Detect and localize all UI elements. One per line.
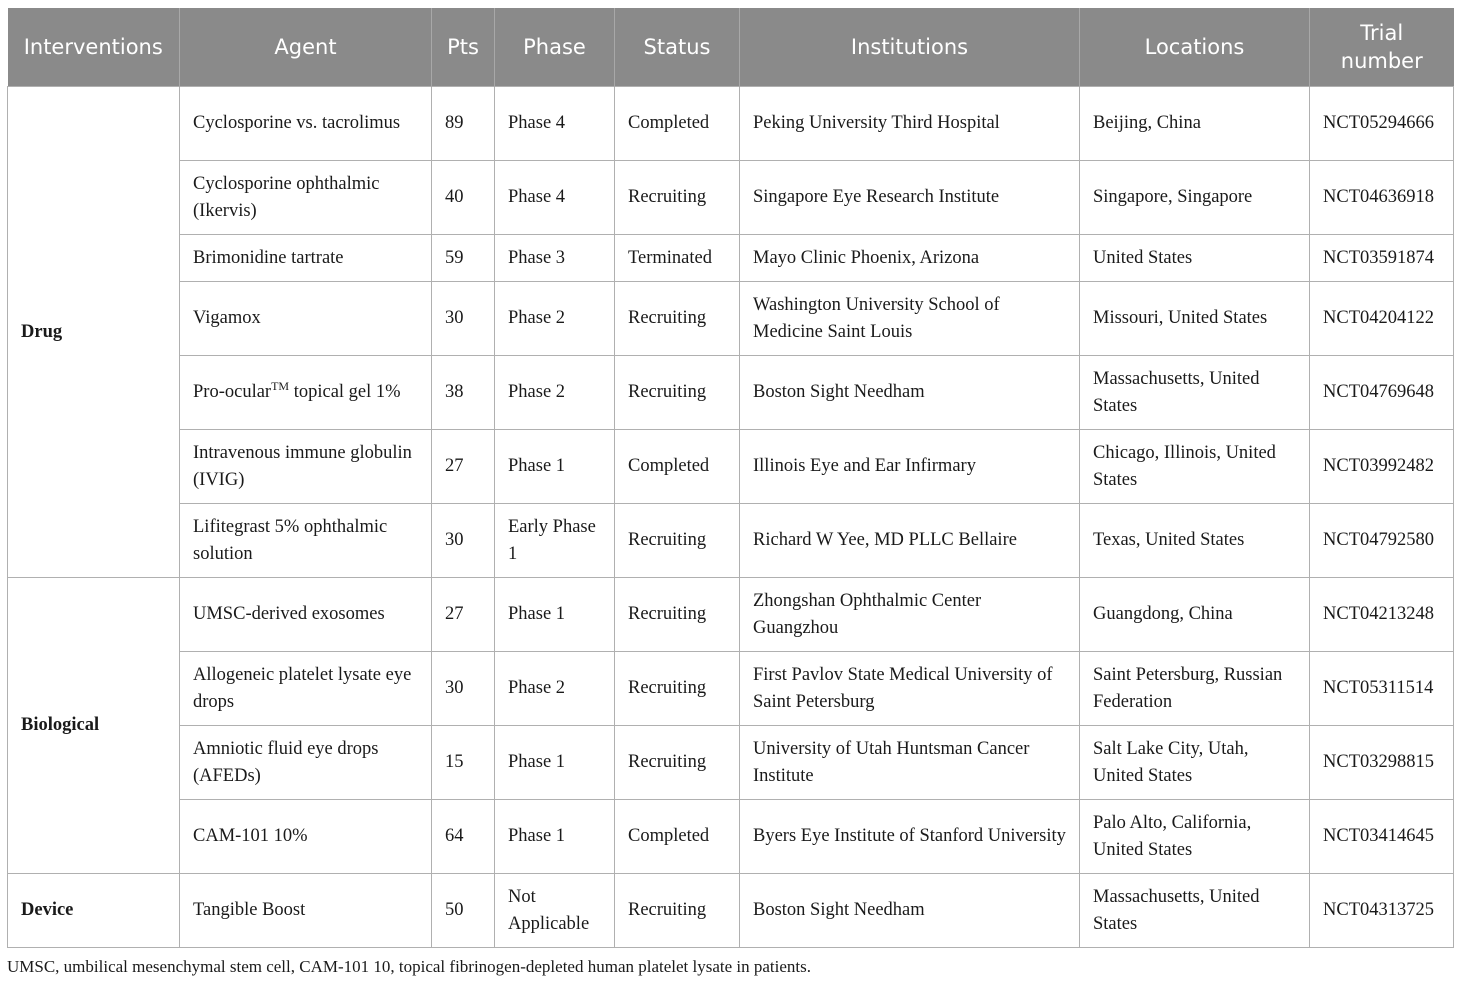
header-trial-number: Trial number [1310,8,1454,87]
institution-cell: Zhongshan Ophthalmic Center Guangzhou [740,578,1080,652]
phase-cell: Phase 3 [495,235,615,282]
header-locations: Locations [1080,8,1310,87]
status-cell: Terminated [615,235,740,282]
agent-cell: CAM-101 10% [180,800,432,874]
table-row [8,504,1454,578]
phase-cell: Not Applicable [495,874,615,948]
location-cell: Palo Alto, California, United States [1080,800,1310,874]
status-cell: Recruiting [615,504,740,578]
institution-cell: First Pavlov State Medical University of Saint Petersburg [740,652,1080,726]
trial-number-cell: NCT04636918 [1310,161,1454,235]
table-row [8,874,1454,948]
pts-cell: 15 [432,726,495,800]
agent-cell: Tangible Boost [180,874,432,948]
agent-cell [180,356,432,430]
trial-number-cell: NCT04213248 [1310,578,1454,652]
agent-cell: Brimonidine tartrate [180,235,432,282]
pts-cell: 64 [432,800,495,874]
table-footnote: UMSC, umbilical mesenchymal stem cell, CAM-101 10, topical fibrinogen-depleted human platelet lysate in patients. [7,957,812,976]
trial-number-cell: NCT05311514 [1310,652,1454,726]
location-cell: United States [1080,235,1310,282]
status-cell: Completed [615,430,740,504]
phase-cell: Phase 1 [495,800,615,874]
institution-cell: Mayo Clinic Phoenix, Arizona [740,235,1080,282]
agent-cell: Cyclosporine ophthalmic (Ikervis) [180,161,432,235]
trial-number-cell: NCT03298815 [1310,726,1454,800]
agent-cell: Vigamox [180,282,432,356]
table-row [8,800,1454,874]
status-cell: Recruiting [615,578,740,652]
trial-number-cell: NCT05294666 [1310,87,1454,161]
table-row [8,87,1454,161]
institution-cell: Illinois Eye and Ear Infirmary [740,430,1080,504]
institution-cell: Boston Sight Needham [740,874,1080,948]
status-cell: Recruiting [615,874,740,948]
clinical-trials-table [7,8,1454,948]
header-institutions: Institutions [740,8,1080,87]
pts-cell: 59 [432,235,495,282]
pts-cell: 27 [432,578,495,652]
phase-cell: Phase 1 [495,430,615,504]
trial-number-cell: NCT04204122 [1310,282,1454,356]
agent-cell: Lifitegrast 5% ophthalmic solution [180,504,432,578]
institution-cell: Washington University School of Medicine Saint Louis [740,282,1080,356]
trial-number-cell: NCT03591874 [1310,235,1454,282]
institution-cell: Singapore Eye Research Institute [740,161,1080,235]
location-cell: Guangdong, China [1080,578,1310,652]
trademark-mark: TM [271,378,290,393]
trial-number-cell: NCT04769648 [1310,356,1454,430]
header-phase: Phase [495,8,615,87]
pts-cell: 38 [432,356,495,430]
status-cell: Recruiting [615,161,740,235]
group-label-biological: Biological [8,578,180,874]
status-cell: Recruiting [615,356,740,430]
institution-cell: Peking University Third Hospital [740,87,1080,161]
header-interventions: Interventions [8,8,180,87]
table-row [8,282,1454,356]
table-row [8,726,1454,800]
header-row [8,8,1454,87]
location-cell: Saint Petersburg, Russian Federation [1080,652,1310,726]
pts-cell: 30 [432,504,495,578]
header-status: Status [615,8,740,87]
table-row [8,430,1454,504]
header-pts: Pts [432,8,495,87]
trial-number-cell: NCT03414645 [1310,800,1454,874]
pts-cell: 40 [432,161,495,235]
agent-cell: Intravenous immune globulin (IVIG) [180,430,432,504]
group-label-device: Device [8,874,180,948]
phase-cell: Phase 2 [495,282,615,356]
group-label-drug: Drug [8,87,180,578]
table-row [8,161,1454,235]
status-cell: Recruiting [615,652,740,726]
trial-number-cell: NCT04792580 [1310,504,1454,578]
phase-cell: Phase 1 [495,578,615,652]
location-cell: Beijing, China [1080,87,1310,161]
agent-cell: Amniotic fluid eye drops (AFEDs) [180,726,432,800]
table-row [8,652,1454,726]
agent-cell: Cyclosporine vs. tacrolimus [180,87,432,161]
institution-cell: Boston Sight Needham [740,356,1080,430]
status-cell: Completed [615,87,740,161]
institution-cell: University of Utah Huntsman Cancer Institute [740,726,1080,800]
status-cell: Recruiting [615,282,740,356]
location-cell: Massachusetts, United States [1080,356,1310,430]
phase-cell: Phase 4 [495,87,615,161]
table-row [8,356,1454,430]
location-cell: Salt Lake City, Utah, United States [1080,726,1310,800]
agent-name-suffix: topical gel 1% [289,382,401,402]
pts-cell: 89 [432,87,495,161]
phase-cell: Phase 1 [495,726,615,800]
pts-cell: 27 [432,430,495,504]
location-cell: Texas, United States [1080,504,1310,578]
location-cell: Chicago, Illinois, United States [1080,430,1310,504]
status-cell: Completed [615,800,740,874]
agent-cell: Allogeneic platelet lysate eye drops [180,652,432,726]
pts-cell: 30 [432,652,495,726]
institution-cell: Richard W Yee, MD PLLC Bellaire [740,504,1080,578]
pts-cell: 50 [432,874,495,948]
agent-name: Pro-ocular [193,382,272,402]
table-header [8,8,1454,87]
phase-cell: Phase 2 [495,356,615,430]
table-row [8,235,1454,282]
phase-cell: Phase 4 [495,161,615,235]
trial-number-cell: NCT04313725 [1310,874,1454,948]
location-cell: Missouri, United States [1080,282,1310,356]
agent-cell: UMSC-derived exosomes [180,578,432,652]
table-body [8,87,1454,948]
institution-cell: Byers Eye Institute of Stanford University [740,800,1080,874]
table-row [8,578,1454,652]
location-cell: Singapore, Singapore [1080,161,1310,235]
trial-number-cell: NCT03992482 [1310,430,1454,504]
phase-cell: Phase 2 [495,652,615,726]
location-cell: Massachusetts, United States [1080,874,1310,948]
header-agent: Agent [180,8,432,87]
phase-cell: Early Phase 1 [495,504,615,578]
pts-cell: 30 [432,282,495,356]
status-cell: Recruiting [615,726,740,800]
